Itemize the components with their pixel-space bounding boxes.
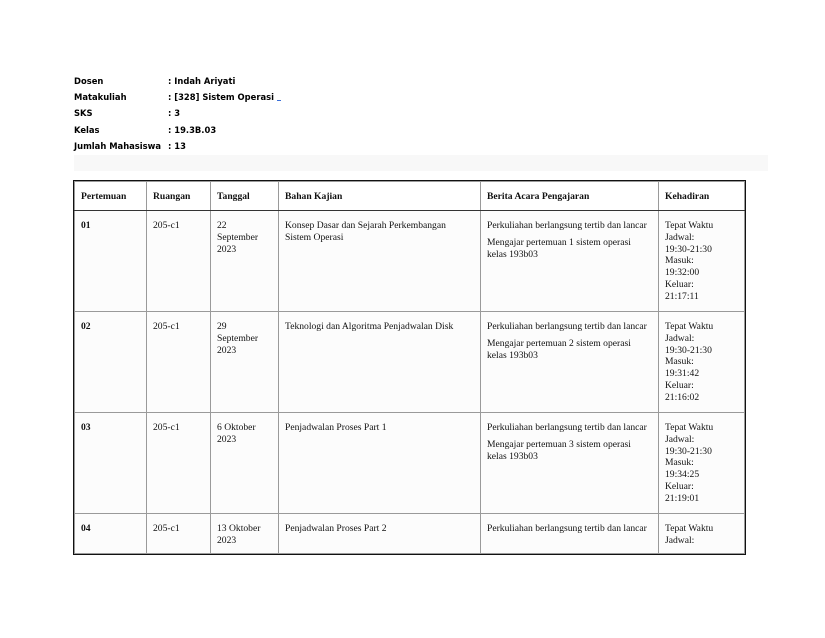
kehadiran-line: Tepat Waktu xyxy=(665,422,714,433)
cell-ruangan: 205-c1 xyxy=(147,312,211,413)
cell-pertemuan: 04 xyxy=(75,514,147,554)
kehadiran-line: Jadwal: xyxy=(665,534,695,546)
kehadiran-line: 19:30-21:30 xyxy=(665,445,712,457)
cell-tanggal xyxy=(211,413,279,514)
jumlah-label: Jumlah Mahasiswa xyxy=(74,140,162,151)
cell-bahan-kajian: Teknologi dan Algoritma Penjadwalan Disk xyxy=(279,312,481,413)
jumlah-value: : 13 xyxy=(168,140,186,151)
header-ruangan: Ruangan xyxy=(147,182,211,211)
tanggal-line: 2023 xyxy=(217,534,237,546)
kehadiran-line: Tepat Waktu xyxy=(665,220,714,231)
tanggal-line: 13 Oktober xyxy=(217,523,261,534)
kehadiran-line: 21:17:11 xyxy=(665,290,699,302)
cell-berita-acara xyxy=(481,413,659,514)
tanggal-line: September xyxy=(217,231,259,243)
cell-tanggal xyxy=(211,211,279,312)
cell-pertemuan: 01 xyxy=(75,211,147,312)
dosen-label: Dosen xyxy=(74,76,104,86)
kehadiran-line: Jadwal: xyxy=(665,332,695,344)
table-row xyxy=(75,211,745,312)
info-row-kelas xyxy=(74,124,281,140)
header-berita-acara: Berita Acara Pengajaran xyxy=(481,182,659,211)
matakuliah-label: Matakuliah xyxy=(74,92,127,103)
cell-kehadiran xyxy=(659,514,745,554)
table-row xyxy=(75,413,745,514)
berita-status: Perkuliahan berlangsung tertib dan lancar xyxy=(487,321,647,332)
tanggal-line: September xyxy=(217,332,259,344)
kehadiran-line: 21:16:02 xyxy=(665,391,700,403)
cell-berita-acara xyxy=(481,312,659,413)
attendance-table xyxy=(74,181,745,554)
kehadiran-line: Keluar: xyxy=(665,278,694,290)
kehadiran-line: Keluar: xyxy=(665,379,694,391)
sks-label: SKS xyxy=(74,108,93,119)
cell-tanggal xyxy=(211,312,279,413)
dosen-value: : Indah Ariyati xyxy=(168,76,236,86)
table-row xyxy=(75,312,745,413)
header-pertemuan: Pertemuan xyxy=(75,182,147,211)
berita-note: Mengajar pertemuan 3 sistem operasi kelas 193b03 xyxy=(487,438,631,462)
cell-ruangan: 205-c1 xyxy=(147,413,211,514)
info-row-dosen xyxy=(74,75,281,91)
header-bahan-kajian: Bahan Kajian xyxy=(279,182,481,211)
kehadiran-line: Jadwal: xyxy=(665,231,695,243)
header-tanggal: Tanggal xyxy=(211,182,279,211)
berita-note: Mengajar pertemuan 1 sistem operasi kelas 193b03 xyxy=(487,236,631,260)
kehadiran-line: Jadwal: xyxy=(665,433,695,445)
cell-pertemuan: 02 xyxy=(75,312,147,413)
kehadiran-line: 19:32:00 xyxy=(665,267,700,279)
kehadiran-line: 21:19:01 xyxy=(665,492,700,504)
kehadiran-line: Masuk: xyxy=(665,457,694,469)
course-info xyxy=(74,75,281,156)
matakuliah-text: : [328] Sistem Operasi xyxy=(168,92,274,103)
berita-status: Perkuliahan berlangsung tertib dan lancar xyxy=(487,422,647,433)
kehadiran-line: 19:34:25 xyxy=(665,469,700,481)
tanggal-line: 2023 xyxy=(217,243,237,255)
cell-ruangan: 205-c1 xyxy=(147,514,211,554)
matakuliah-value xyxy=(168,91,281,107)
cell-bahan-kajian: Penjadwalan Proses Part 1 xyxy=(279,413,481,514)
berita-status: Perkuliahan berlangsung tertib dan lancar xyxy=(487,220,647,231)
tanggal-line: 2023 xyxy=(217,344,237,356)
cell-pertemuan: 03 xyxy=(75,413,147,514)
cell-tanggal xyxy=(211,514,279,554)
cell-berita-acara xyxy=(481,211,659,312)
tanggal-line: 29 xyxy=(217,321,227,332)
cell-kehadiran xyxy=(659,312,745,413)
kehadiran-line: Keluar: xyxy=(665,480,694,492)
berita-status: Perkuliahan berlangsung tertib dan lancar xyxy=(487,523,647,534)
kehadiran-line: Tepat Waktu xyxy=(665,321,714,332)
kehadiran-line: Masuk: xyxy=(665,356,694,368)
kehadiran-line: 19:30-21:30 xyxy=(665,243,712,255)
info-row-jumlah xyxy=(74,140,281,156)
info-row-sks xyxy=(74,107,281,123)
table-row xyxy=(75,514,745,554)
kehadiran-line: Masuk: xyxy=(665,255,694,267)
separator-band xyxy=(74,155,768,171)
cell-berita-acara xyxy=(481,514,659,554)
berita-note: Mengajar pertemuan 2 sistem operasi kelas 193b03 xyxy=(487,337,631,361)
link-underline-icon[interactable] xyxy=(277,100,281,101)
cell-kehadiran xyxy=(659,211,745,312)
tanggal-line: 22 xyxy=(217,220,227,231)
cell-bahan-kajian: Konsep Dasar dan Sejarah Perkembangan Sistem Operasi xyxy=(279,211,481,312)
tanggal-line: 6 Oktober xyxy=(217,422,256,433)
cell-ruangan: 205-c1 xyxy=(147,211,211,312)
table-header-row xyxy=(75,182,745,211)
kehadiran-line: 19:30-21:30 xyxy=(665,344,712,356)
kelas-value: : 19.3B.03 xyxy=(168,124,217,135)
kehadiran-line: 19:31:42 xyxy=(665,368,700,380)
header-kehadiran: Kehadiran xyxy=(659,182,745,211)
info-row-matakuliah xyxy=(74,91,281,107)
sks-value: : 3 xyxy=(168,108,181,119)
cell-bahan-kajian: Penjadwalan Proses Part 2 xyxy=(279,514,481,554)
tanggal-line: 2023 xyxy=(217,433,237,445)
cell-kehadiran xyxy=(659,413,745,514)
kelas-label: Kelas xyxy=(74,124,100,135)
kehadiran-line: Tepat Waktu xyxy=(665,523,714,534)
